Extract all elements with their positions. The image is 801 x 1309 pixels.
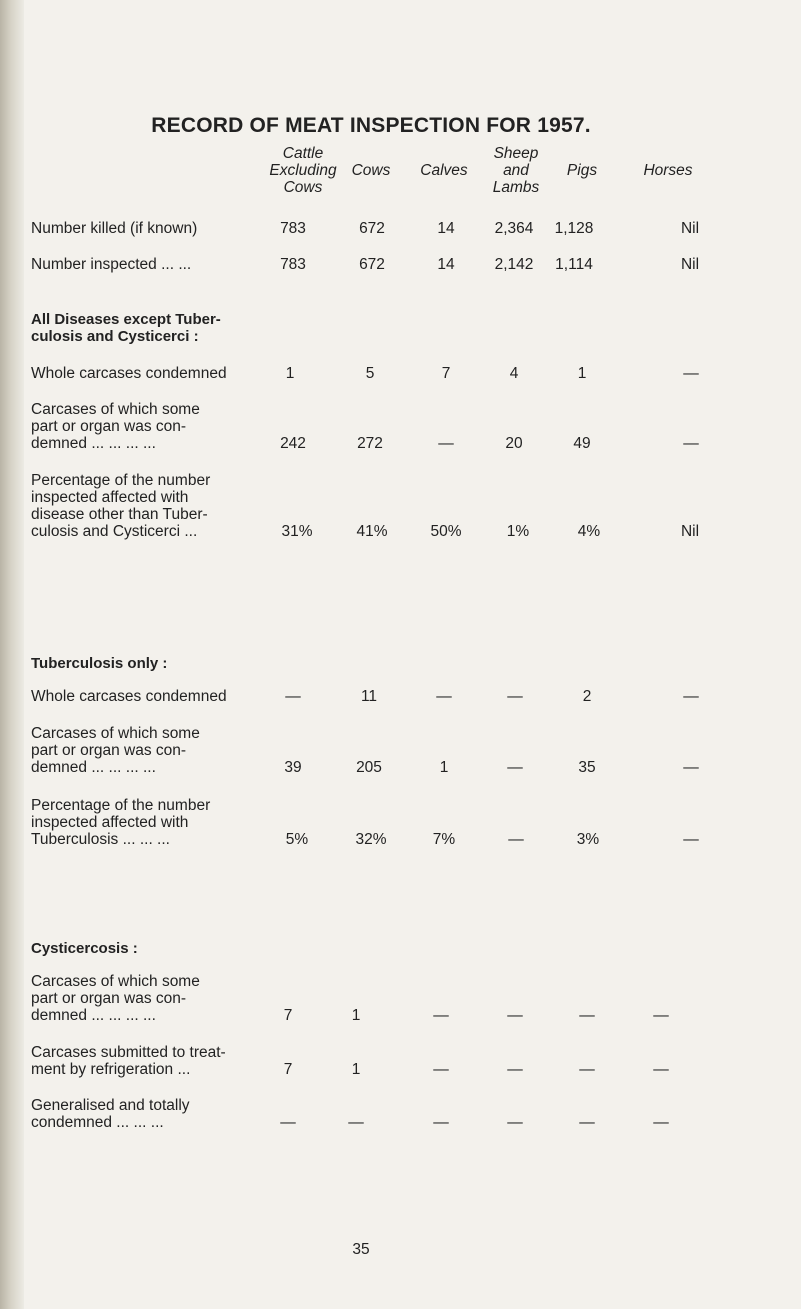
cell-tb-whole-horses: —	[683, 688, 699, 705]
row-label-line: Number inspected ... ...	[31, 256, 192, 273]
cell-cy-general-cows: —	[348, 1114, 364, 1131]
section-tuberculosis: Tuberculosis only :	[31, 655, 168, 672]
row-label-tb-whole	[31, 688, 227, 705]
cell-ad-part-pigs: 49	[573, 435, 591, 452]
cell-ad-part-calves: —	[438, 435, 454, 452]
cell-ad-pct-cows: 41%	[356, 523, 388, 540]
cell-killed-calves: 14	[437, 220, 455, 237]
cell-tb-pct-calves: 7%	[432, 831, 456, 848]
cell-tb-whole-cows: 11	[360, 688, 378, 705]
cell-cy-refrig-cows: 1	[351, 1061, 361, 1078]
cell-tb-pct-horses: —	[683, 831, 699, 848]
row-label-line: Carcases submitted to treat-	[31, 1044, 226, 1061]
row-label-line: Number killed (if known)	[31, 220, 198, 237]
row-label-line: part or organ was con-	[31, 742, 187, 759]
cell-cy-refrig-cattle: 7	[283, 1061, 293, 1078]
row-label-line: culosis and Cysticerci ...	[31, 523, 198, 540]
cell-cy-refrig-pigs: —	[579, 1061, 595, 1078]
cell-killed-cows: 672	[359, 220, 385, 237]
row-label-killed	[31, 220, 197, 237]
cell-cy-part-pigs: —	[579, 1007, 595, 1024]
row-label-line: ment by refrigeration ...	[31, 1061, 191, 1078]
row-label-tb-part	[31, 725, 200, 776]
cell-ad-pct-calves: 50%	[430, 523, 462, 540]
row-label-cy-part	[31, 973, 200, 1024]
cell-cy-general-cattle: —	[280, 1114, 296, 1131]
row-label-line: part or organ was con-	[31, 418, 187, 435]
cell-cy-part-horses: —	[653, 1007, 669, 1024]
cell-tb-pct-cattle: 5%	[285, 831, 309, 848]
cell-ad-whole-sheep: 4	[509, 365, 519, 382]
cell-killed-cattle: 783	[280, 220, 306, 237]
cell-ad-whole-pigs: 1	[577, 365, 587, 382]
cell-ad-pct-horses: Nil	[680, 523, 700, 540]
row-label-line: Percentage of the number	[31, 472, 211, 489]
row-label-inspected	[31, 256, 191, 273]
cell-ad-whole-cows: 5	[365, 365, 375, 382]
header-calves: Calves	[420, 162, 468, 179]
row-label-line: Generalised and totally	[31, 1097, 190, 1114]
cell-tb-part-horses: —	[683, 759, 699, 776]
cell-cy-part-sheep: —	[507, 1007, 523, 1024]
cell-cy-general-calves: —	[433, 1114, 449, 1131]
row-label-line: part or organ was con-	[31, 990, 187, 1007]
cell-ad-pct-cattle: 31%	[281, 523, 313, 540]
section-all-diseases	[31, 311, 221, 345]
cell-tb-pct-cows: 32%	[355, 831, 387, 848]
cell-tb-part-cows: 205	[356, 759, 382, 776]
row-label-line: Carcases of which some	[31, 973, 200, 990]
row-label-line: disease other than Tuber-	[31, 506, 208, 523]
row-label-line: inspected affected with	[31, 814, 189, 831]
cell-ad-whole-cattle: 1	[285, 365, 295, 382]
cell-ad-whole-calves: 7	[441, 365, 451, 382]
cell-tb-whole-sheep: —	[507, 688, 523, 705]
header-sheep-line: Sheep	[493, 145, 539, 162]
cell-cy-refrig-horses: —	[653, 1061, 669, 1078]
row-label-line: condemned ... ... ...	[31, 1114, 164, 1131]
cell-ad-whole-horses: —	[683, 365, 699, 382]
cell-tb-whole-pigs: 2	[582, 688, 592, 705]
row-label-line: Tuberculosis ... ... ...	[31, 831, 170, 848]
cell-cy-refrig-sheep: —	[507, 1061, 523, 1078]
cell-inspected-pigs: 1,114	[555, 256, 593, 273]
cell-tb-whole-calves: —	[436, 688, 452, 705]
cell-ad-part-cows: 272	[357, 435, 383, 452]
row-label-ad-pct	[31, 472, 210, 540]
row-label-cy-refrig	[31, 1044, 226, 1078]
row-label-tb-pct	[31, 797, 210, 848]
page-title: RECORD OF MEAT INSPECTION FOR 1957.	[151, 114, 591, 137]
cell-ad-part-horses: —	[683, 435, 699, 452]
cell-cy-general-horses: —	[653, 1114, 669, 1131]
cell-killed-sheep: 2,364	[494, 220, 534, 237]
cell-cy-part-cows: 1	[351, 1007, 361, 1024]
page-number: 35	[352, 1241, 370, 1258]
cell-inspected-calves: 14	[437, 256, 455, 273]
cell-ad-part-cattle: 242	[280, 435, 306, 452]
row-label-line: inspected affected with	[31, 489, 189, 506]
cell-ad-pct-sheep: 1%	[506, 523, 530, 540]
row-label-ad-whole	[31, 365, 227, 382]
cell-cy-general-pigs: —	[579, 1114, 595, 1131]
cell-tb-part-calves: 1	[439, 759, 449, 776]
header-horses: Horses	[643, 162, 693, 179]
cell-tb-pct-sheep: —	[508, 831, 524, 848]
row-label-line: Whole carcases condemned	[31, 365, 227, 382]
header-sheep	[476, 145, 556, 196]
section-line: All Diseases except Tuber-	[31, 311, 221, 328]
cell-ad-part-sheep: 20	[505, 435, 523, 452]
header-cattle-line: Cows	[283, 179, 323, 196]
cell-killed-horses: Nil	[680, 220, 700, 237]
header-pigs: Pigs	[566, 162, 598, 179]
section-line: culosis and Cysticerci :	[31, 328, 199, 345]
cell-tb-part-pigs: 35	[578, 759, 596, 776]
row-label-line: Percentage of the number	[31, 797, 211, 814]
header-cows: Cows	[351, 162, 391, 179]
cell-cy-refrig-calves: —	[433, 1061, 449, 1078]
row-label-line: Whole carcases condemned	[31, 688, 227, 705]
row-label-ad-part	[31, 401, 200, 452]
cell-tb-part-cattle: 39	[284, 759, 302, 776]
header-cattle-line: Excluding	[269, 162, 337, 179]
row-label-line: demned ... ... ... ...	[31, 1007, 156, 1024]
row-label-line: Carcases of which some	[31, 725, 200, 742]
row-label-line: Carcases of which some	[31, 401, 200, 418]
row-label-line: demned ... ... ... ...	[31, 435, 156, 452]
cell-tb-whole-cattle: —	[285, 688, 301, 705]
row-label-line: demned ... ... ... ...	[31, 759, 156, 776]
cell-killed-pigs: 1,128	[554, 220, 594, 237]
cell-cy-general-sheep: —	[507, 1114, 523, 1131]
cell-inspected-cattle: 783	[280, 256, 306, 273]
cell-tb-part-sheep: —	[507, 759, 523, 776]
row-label-cy-general	[31, 1097, 190, 1131]
cell-ad-pct-pigs: 4%	[577, 523, 601, 540]
section-cysticercosis: Cysticercosis :	[31, 940, 138, 957]
cell-inspected-sheep: 2,142	[494, 256, 534, 273]
header-cattle-line: Cattle	[282, 145, 324, 162]
cell-inspected-horses: Nil	[680, 256, 700, 273]
cell-cy-part-cattle: 7	[283, 1007, 293, 1024]
cell-inspected-cows: 672	[359, 256, 385, 273]
header-sheep-line: and	[503, 162, 529, 179]
cell-tb-pct-pigs: 3%	[576, 831, 600, 848]
cell-cy-part-calves: —	[433, 1007, 449, 1024]
header-sheep-line: Lambs	[492, 179, 540, 196]
